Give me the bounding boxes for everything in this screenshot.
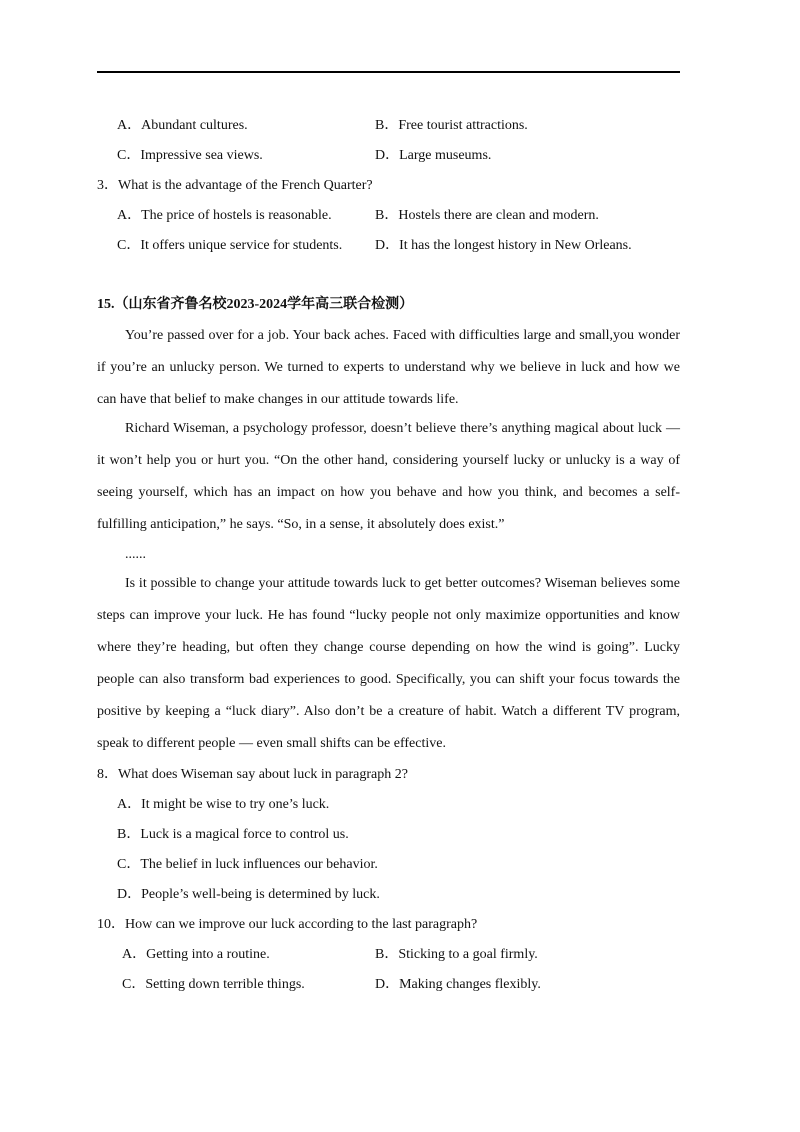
- q8-option-d: D．People’s well-being is determined by luck.: [117, 887, 380, 902]
- q10-option-c: C．Setting down terrible things.: [122, 977, 305, 992]
- header-rule: [97, 71, 680, 73]
- q10-option-b: B．Sticking to a goal firmly.: [375, 947, 538, 962]
- option-b: B．Free tourist attractions.: [375, 118, 528, 133]
- passage-paragraph-1: You’re passed over for a job. Your back aches. Faced with difficulties large and small,you wonder if you’re an unlucky person. We turned to experts to understand why we believe in luck and how we can have that belief to make changes in our attitude towards life.: [97, 328, 680, 407]
- option-c: C．Impressive sea views.: [117, 148, 263, 163]
- q8-option-b: B．Luck is a magical force to control us.: [117, 827, 349, 842]
- option-a: A．Abundant cultures.: [117, 118, 248, 133]
- section-heading: 15.（山东省齐鲁名校2023-2024学年高三联合检测）: [97, 297, 414, 312]
- passage-paragraph-3: Is it possible to change your attitude towards luck to get better outcomes? Wiseman believes some steps can improve your luck. He has found “lucky people not only maximize opportunities and know where they’re heading, but often they change course depending on how the wind is going”. Lucky people can also transform bad experiences to good. Specifically, you can shift your focus towards the positive by keeping a “luck diary”. Also don’t be a creature of habit. Watch a different TV program, speak to different people — even small shifts can be effective.: [97, 576, 680, 751]
- question-10: 10．How can we improve our luck according to the last paragraph?: [97, 917, 478, 932]
- q3-option-b: B．Hostels there are clean and modern.: [375, 208, 599, 223]
- question-3: 3．What is the advantage of the French Quarter?: [97, 178, 373, 193]
- passage-paragraph-2: Richard Wiseman, a psychology professor, doesn’t believe there’s anything magical about luck — it won’t help you or hurt you. “On the other hand, considering yourself lucky or unlucky is a way of seeing yourself, which has an impact on how you behave and how you think, and becomes a self-fulfilling anticipation,” he says. “So, in a sense, it absolutely does exist.”: [97, 421, 680, 532]
- question-8: 8．What does Wiseman say about luck in paragraph 2?: [97, 767, 408, 782]
- q10-option-a: A．Getting into a routine.: [122, 947, 270, 962]
- q3-option-a: A．The price of hostels is reasonable.: [117, 208, 332, 223]
- q8-option-c: C．The belief in luck influences our behavior.: [117, 857, 378, 872]
- option-d: D．Large museums.: [375, 148, 492, 163]
- passage-ellipsis: ......: [125, 547, 146, 562]
- q8-option-a: A．It might be wise to try one’s luck.: [117, 797, 330, 812]
- q3-option-c: C．It offers unique service for students.: [117, 238, 343, 253]
- q10-option-d: D．Making changes flexibly.: [375, 977, 541, 992]
- q3-option-d: D．It has the longest history in New Orleans.: [375, 238, 632, 253]
